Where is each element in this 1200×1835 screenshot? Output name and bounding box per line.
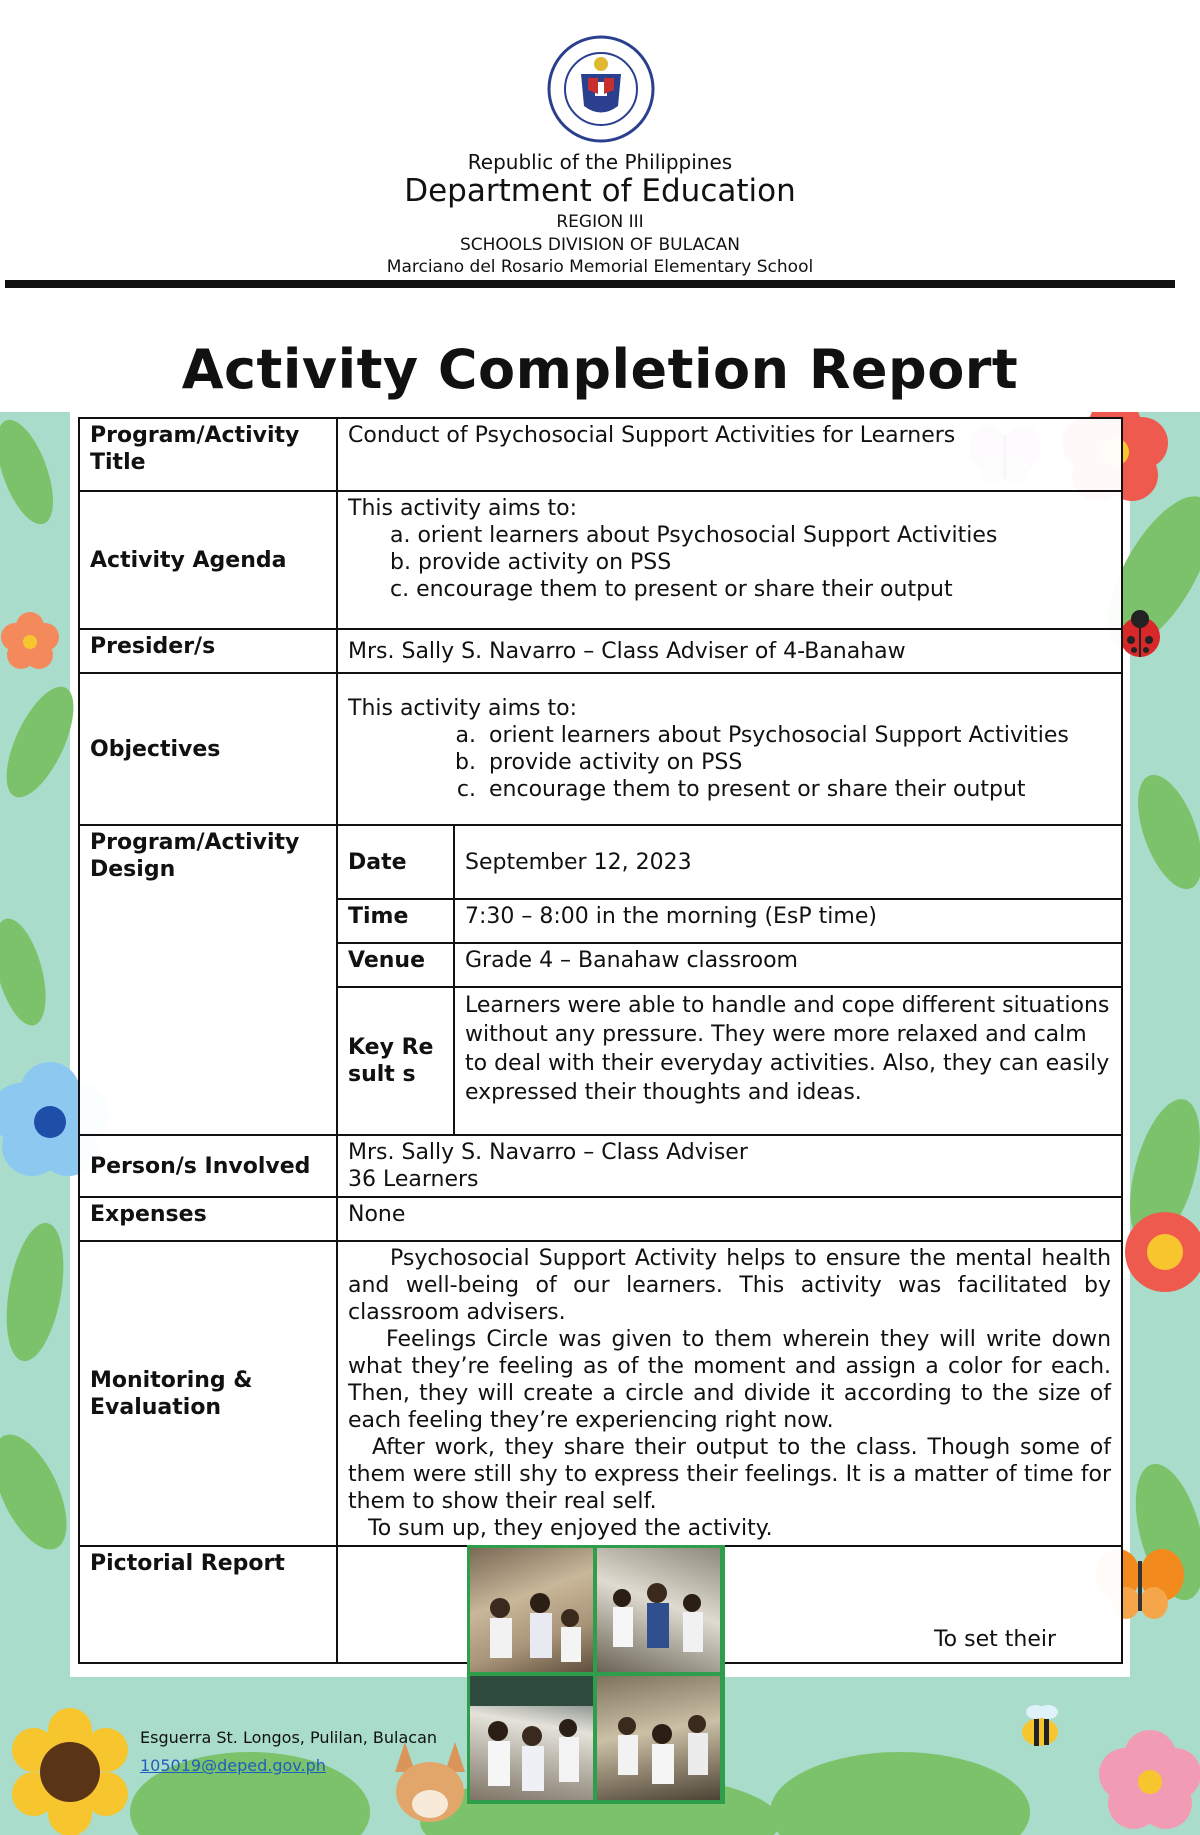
pictorial-label: Pictorial Report [79,1546,337,1663]
objective-item: a. orient learners about Psychosocial Support Activities [483,722,1111,749]
program-title-label: Program/Activity Title [79,418,337,491]
table-row [79,943,1122,987]
letterhead [0,0,1200,300]
activity-photo [597,1548,720,1672]
report-table [78,417,1123,1664]
monitoring-paragraph: Psychosocial Support Activity helps to ensure the mental health and well-being of our learners. This activity was facilitated by classroom advisers. [348,1246,1112,1325]
table-row [79,1135,1122,1197]
agenda-item: b. provide activity on PSS [390,550,672,575]
pictorial-caption: To set their [933,1627,1057,1652]
agenda-item: a. orient learners about Psychosocial Support Activities [390,523,998,548]
table-row [79,1241,1122,1546]
table-row [79,629,1122,673]
monitoring-value [337,1241,1122,1546]
monitoring-label: Monitoring & Evaluation [79,1241,337,1546]
pictorial-value [337,1546,1122,1663]
activity-photo [470,1676,593,1800]
agenda-item: c. encourage them to present or share their output [390,577,953,602]
republic-line: Republic of the Philippines [467,150,733,174]
key-results-value: Learners were able to handle and cope different situations without any pressure. They were more relaxed and calm to deal with their everyday activities. Also, they can easily expressed their thoughts and ideas. [454,987,1122,1135]
department-name: Department of Education [404,173,796,209]
deped-seal-icon [546,34,656,144]
design-label: Program/Activity Design [79,825,337,899]
table-row [79,491,1122,629]
bee-icon [1022,1705,1058,1746]
persons-value [337,1135,1122,1197]
table-row [79,987,1122,1135]
objectives-value [337,673,1122,825]
persons-line: 36 Learners [348,1167,479,1192]
activity-photo [597,1676,720,1800]
report-title: Activity Completion Report [181,338,1019,401]
school-name: Marciano del Rosario Memorial Elementary School [386,257,814,277]
table-row [79,825,1122,899]
persons-label: Person/s Involved [79,1135,337,1197]
expenses-label: Expenses [79,1197,337,1241]
agenda-label: Activity Agenda [79,491,337,629]
objectives-intro: This activity aims to: [348,696,578,721]
footer-address: Esguerra St. Longos, Pulilan, Bulacan [140,1728,438,1747]
time-value: 7:30 – 8:00 in the morning (EsP time) [454,899,1122,943]
objectives-label: Objectives [79,673,337,825]
monitoring-paragraph: After work, they share their output to the class. Though some of them were still shy to express their feelings. It is a matter of time for them to show their real self. [348,1435,1112,1514]
monitoring-paragraph: To sum up, they enjoyed the activity. [368,1516,773,1541]
table-row [79,418,1122,491]
design-spacer [79,899,337,943]
program-title-value: Conduct of Psychosocial Support Activities for Learners [337,418,1122,491]
table-row [79,673,1122,825]
expenses-value: None [337,1197,1122,1241]
date-value: September 12, 2023 [454,825,1122,899]
agenda-value [337,491,1122,629]
date-label: Date [337,825,454,899]
table-row [79,899,1122,943]
activity-photo [470,1548,593,1672]
venue-label: Venue [337,943,454,987]
key-results-label: Key Result s [337,987,454,1135]
design-spacer [79,987,337,1135]
region-line: REGION III [556,212,644,232]
monitoring-paragraph: Feelings Circle was given to them wherein they will write down what they’re feeling as of the moment and assign a color for each. Then, they will create a circle and divide it according to the size of each feeling they’re experiencing right now. [348,1327,1112,1433]
division-line: SCHOOLS DIVISION OF BULACAN [459,235,740,255]
venue-value: Grade 4 – Banahaw classroom [454,943,1122,987]
table-row [79,1197,1122,1241]
objective-item: b. provide activity on PSS [483,749,1111,776]
time-label: Time [337,899,454,943]
presider-value: Mrs. Sally S. Navarro – Class Adviser of 4-Banahaw [337,629,1122,673]
design-spacer [79,943,337,987]
objective-item: c. encourage them to present or share their output [483,776,1111,803]
header-divider [5,280,1175,288]
footer-email-link[interactable]: 105019@deped.gov.ph [140,1756,326,1775]
agenda-intro: This activity aims to: [348,496,578,521]
photo-collage [467,1545,725,1804]
presider-label: Presider/s [79,629,337,673]
persons-line: Mrs. Sally S. Navarro – Class Adviser [348,1140,748,1165]
